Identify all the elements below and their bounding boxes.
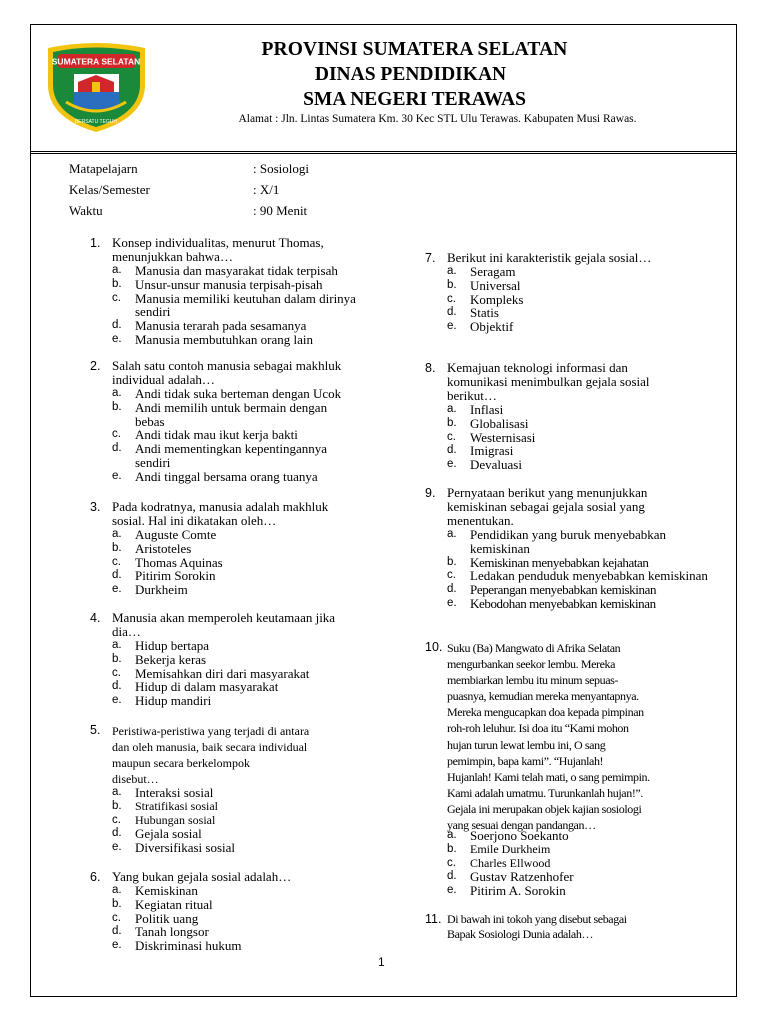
option-letter: b. xyxy=(112,799,122,812)
option-text: Charles Ellwood xyxy=(470,855,551,870)
option[interactable] xyxy=(112,653,362,667)
option-letter: b. xyxy=(112,652,122,665)
option-text: Unsur-unsur manusia terpisah-pisah xyxy=(135,276,323,292)
header-school: SMA NEGERI TERAWAS xyxy=(303,89,526,110)
option-text: Tanah longsor xyxy=(135,924,209,940)
stem-line: Pada kodratnya, manusia adalah makhluk xyxy=(112,499,329,514)
stem-line: Kemajuan teknologi informasi dan xyxy=(447,360,628,375)
option-text: Imigrasi xyxy=(470,443,514,459)
option-text: Objektif xyxy=(470,319,514,335)
option[interactable] xyxy=(112,542,362,556)
option-letter: b. xyxy=(112,541,122,554)
stem-line: Salah satu contoh manusia sebagai makhluk xyxy=(112,358,342,373)
option[interactable] xyxy=(112,428,352,442)
question-stem xyxy=(112,611,335,639)
question-stem xyxy=(447,640,650,833)
logo-text-top: SUMATERA SELATAN xyxy=(51,56,141,67)
header-address: Alamat : Jln. Lintas Sumatera Km. 30 Kec STL Ulu Terawas. Kabupaten Musi Rawas. xyxy=(238,113,637,125)
option[interactable] xyxy=(447,444,697,458)
option[interactable] xyxy=(447,528,709,556)
question-number: 4. xyxy=(90,611,101,625)
option[interactable] xyxy=(112,264,362,278)
question-number: 11. xyxy=(425,912,442,926)
info-key: Kelas/Semester xyxy=(69,182,150,197)
stem-line: Hujanlah! Kami telah mati, o sang pemimpin. xyxy=(447,769,650,784)
stem-line: dan oleh manusia, baik secara individual xyxy=(112,740,308,754)
option[interactable] xyxy=(112,319,362,333)
stem-line: sosial. Hal ini dikatakan oleh… xyxy=(112,513,277,528)
option[interactable] xyxy=(447,320,697,334)
option-letter: b. xyxy=(447,416,457,429)
option[interactable] xyxy=(112,387,352,401)
option[interactable] xyxy=(112,292,362,320)
option-letter: c. xyxy=(447,292,456,305)
question-number: 6. xyxy=(90,870,101,884)
options xyxy=(447,829,697,898)
question-number: 2. xyxy=(90,359,101,373)
option-text: Andi mementingkan kepentingannya sendiri xyxy=(135,441,328,470)
info-value: : 90 Menit xyxy=(253,203,308,218)
options xyxy=(112,528,362,597)
option[interactable] xyxy=(447,306,697,320)
option[interactable] xyxy=(112,569,362,583)
option-text: Gejala sosial xyxy=(135,826,202,842)
option-letter: a. xyxy=(112,387,122,399)
header-rule xyxy=(31,153,737,154)
option-text: Kemiskinan xyxy=(135,883,198,898)
stem-line: Mereka mengucapkan doa kepada pimpinan xyxy=(447,705,644,720)
option-letter: a. xyxy=(447,829,457,841)
options xyxy=(112,639,362,708)
stem-line: Bapak Sosiologi Dunia adalah… xyxy=(447,927,594,941)
option-letter: e. xyxy=(447,320,457,333)
option-text: Manusia memiliki keutuhan dalam dirinya sendiri xyxy=(135,290,356,320)
option[interactable] xyxy=(112,442,352,470)
stem-line: membiarkan lembu itu minum sepuas- xyxy=(447,673,619,688)
option-text: Kegiatan ritual xyxy=(135,896,213,912)
option[interactable] xyxy=(112,884,362,898)
option[interactable] xyxy=(112,912,362,926)
exam-info xyxy=(69,158,389,221)
stem-line: Peristiwa-peristiwa yang terjadi di antara xyxy=(112,724,310,738)
options xyxy=(112,786,362,855)
option-text: Gustav Ratzenhofer xyxy=(470,869,574,885)
option-text: Thomas Aquinas xyxy=(135,554,223,570)
option-letter: d. xyxy=(447,444,457,457)
option-text: Peperangan menyebabkan kemiskinan xyxy=(470,582,657,598)
option-letter: b. xyxy=(447,278,457,291)
question-stem xyxy=(112,236,324,264)
options xyxy=(112,387,352,484)
stem-line: hujan turun lewat lembu ini, O sang xyxy=(447,737,606,752)
option-text: Manusia dan masyarakat tidak terpisah xyxy=(135,263,338,278)
option-text: Durkheim xyxy=(135,582,188,598)
option-letter: c. xyxy=(447,856,456,869)
option-text: Kompleks xyxy=(470,291,524,307)
option[interactable] xyxy=(112,639,362,653)
question-stem xyxy=(112,359,341,387)
option-text: Universal xyxy=(470,277,521,293)
stem-line: disebut… xyxy=(112,772,159,786)
option-letter: d. xyxy=(112,827,122,840)
stem-line: Suku (Ba) Mangwato di Afrika Selatan xyxy=(447,641,621,655)
option[interactable] xyxy=(447,293,697,307)
option-letter: b. xyxy=(112,400,122,413)
option-text: Aristoteles xyxy=(135,540,192,556)
option-text: Kemiskinan menyebabkan kejahatan xyxy=(470,554,649,570)
option-text: Pendidikan yang buruk menyebabkan kemiskinan xyxy=(470,527,667,556)
question-stem xyxy=(447,361,650,403)
option-text: Pitirim Sorokin xyxy=(135,568,216,584)
option[interactable] xyxy=(447,403,697,417)
logo-text-bottom: BERSATU TEGUH xyxy=(74,119,118,125)
option-letter: b. xyxy=(112,277,122,290)
stem-line: komunikasi menimbulkan gejala sosial xyxy=(447,374,650,389)
option-text: Globalisasi xyxy=(470,415,529,431)
option-letter: a. xyxy=(112,639,122,651)
stem-line: individual adalah… xyxy=(112,372,215,387)
question-stem xyxy=(112,723,309,787)
option-letter: c. xyxy=(112,555,121,568)
question-stem xyxy=(447,912,627,942)
option-letter: d. xyxy=(112,569,122,582)
option-text: Manusia terarah pada sesamanya xyxy=(135,318,307,334)
option-text: Seragam xyxy=(470,264,516,279)
question-number: 9. xyxy=(425,486,436,500)
option[interactable] xyxy=(447,884,697,898)
options xyxy=(447,528,709,611)
option-letter: e. xyxy=(112,583,122,596)
option-letter: b. xyxy=(447,555,457,568)
option[interactable] xyxy=(112,786,362,800)
info-row xyxy=(69,200,389,221)
option[interactable] xyxy=(112,800,362,814)
option[interactable] xyxy=(447,597,709,611)
option-letter: c. xyxy=(447,569,456,582)
option[interactable] xyxy=(112,694,362,708)
option-letter: e. xyxy=(112,841,122,854)
page-number: 1 xyxy=(378,955,385,969)
option[interactable] xyxy=(447,458,697,472)
option-text: Devaluasi xyxy=(470,457,522,473)
stem-line: yang sesuai dengan pandangan… xyxy=(447,818,596,833)
option-letter: e. xyxy=(447,596,457,609)
stem-line: pemimpin, bapa kami”. “Hujanlah! xyxy=(447,753,604,768)
stem-line: dia… xyxy=(112,624,141,639)
question-number: 8. xyxy=(425,361,436,375)
options xyxy=(447,265,697,334)
option-text: Hidup di dalam masyarakat xyxy=(135,679,279,695)
option-text: Andi tidak suka berteman dengan Ucok xyxy=(135,386,342,401)
option-text: Diskriminasi hukum xyxy=(135,938,242,954)
stem-line: Gejala ini merupakan objek kajian sosiologi xyxy=(447,801,642,816)
option-text: Statis xyxy=(470,305,499,321)
option-text: Memisahkan diri dari masyarakat xyxy=(135,665,310,681)
option-letter: a. xyxy=(112,264,122,276)
option-text: Soerjono Soekanto xyxy=(470,828,569,843)
option-text: Manusia membutuhkan orang lain xyxy=(135,331,313,347)
option[interactable] xyxy=(112,278,362,292)
option-letter: c. xyxy=(112,813,121,826)
header-province: PROVINSI SUMATERA SELATAN xyxy=(261,39,568,60)
stem-line: kemiskinan sebagai gejala sosial yang xyxy=(447,499,645,514)
option-text: Pitirim A. Sorokin xyxy=(470,883,566,899)
option[interactable] xyxy=(447,417,697,431)
stem-line: Kami adalah umatmu. Turunkanlah hujan!”. xyxy=(447,785,643,800)
option-text: Hidup mandiri xyxy=(135,693,212,709)
option[interactable] xyxy=(112,939,362,953)
options xyxy=(112,884,362,953)
option-text: Hubungan sosial xyxy=(135,812,216,827)
option-text: Interaksi sosial xyxy=(135,785,214,800)
option[interactable] xyxy=(447,843,697,857)
option[interactable] xyxy=(112,470,352,484)
header-office: DINAS PENDIDIKAN xyxy=(314,64,507,85)
option-letter: d. xyxy=(447,306,457,319)
option[interactable] xyxy=(112,827,362,841)
option-letter: a. xyxy=(447,528,457,540)
option-letter: c. xyxy=(112,666,121,679)
option-letter: e. xyxy=(112,469,122,482)
info-row xyxy=(69,179,389,200)
option-text: Politik uang xyxy=(135,910,199,926)
stem-line: Di bawah ini tokoh yang disebut sebagai xyxy=(447,912,627,926)
stem-line: berikut… xyxy=(447,388,497,403)
option[interactable] xyxy=(112,814,362,828)
option-letter: e. xyxy=(447,458,457,471)
option-letter: e. xyxy=(112,332,122,345)
header-rule xyxy=(31,151,737,152)
options xyxy=(447,403,697,472)
option-text: Stratifikasi sosial xyxy=(135,798,218,813)
option[interactable] xyxy=(447,870,697,884)
question-stem xyxy=(447,486,647,528)
option-letter: d. xyxy=(447,870,457,883)
option-letter: a. xyxy=(112,528,122,540)
info-row xyxy=(69,158,389,179)
option-letter: a. xyxy=(112,884,122,896)
stem-line: maupun secara berkelompok xyxy=(112,756,250,770)
stem-line: Konsep individualitas, menurut Thomas, xyxy=(112,235,324,250)
option-letter: c. xyxy=(112,911,121,924)
option-letter: e. xyxy=(112,939,122,952)
stem-line: Berikut ini karakteristik gejala sosial… xyxy=(447,250,652,265)
letterhead xyxy=(172,38,697,126)
option[interactable] xyxy=(112,841,362,855)
info-value: : X/1 xyxy=(253,182,280,197)
option-letter: a. xyxy=(447,403,457,415)
question-number: 5. xyxy=(90,723,101,737)
question-number: 3. xyxy=(90,500,101,514)
option[interactable] xyxy=(447,279,697,293)
option-letter: d. xyxy=(447,583,457,596)
option[interactable] xyxy=(112,667,362,681)
option-text: Bekerja keras xyxy=(135,651,207,667)
info-key: Matapelajarn xyxy=(69,161,138,176)
option-letter: c. xyxy=(112,291,121,304)
option[interactable] xyxy=(112,401,352,429)
question-number: 1. xyxy=(90,236,101,250)
stem-line: menunjukkan bahwa… xyxy=(112,249,233,264)
option[interactable] xyxy=(447,569,709,583)
option[interactable] xyxy=(112,898,362,912)
option-letter: d. xyxy=(112,442,122,455)
option-letter: c. xyxy=(112,428,121,441)
stem-line: puasnya, kemudian mereka menyantapnya. xyxy=(447,689,639,704)
stem-line: Pernyataan berikut yang menunjukkan xyxy=(447,485,648,500)
option-text: Andi tinggal bersama orang tuanya xyxy=(135,468,318,484)
option-letter: c. xyxy=(447,430,456,443)
option-text: Diversifikasi sosial xyxy=(135,840,236,856)
option-text: Andi memilih untuk bermain dengan bebas xyxy=(135,399,328,429)
option-text: Westernisasi xyxy=(470,429,536,445)
option-letter: b. xyxy=(447,842,457,855)
stem-line: roh-roh leluhur. Isi doa itu “Kami mohon xyxy=(447,721,629,736)
option[interactable] xyxy=(447,265,697,279)
option-text: Kebodohan menyebabkan kemiskinan xyxy=(470,595,656,611)
option-text: Andi tidak mau ikut kerja bakti xyxy=(135,427,298,443)
question-number: 7. xyxy=(425,251,436,265)
stem-line: Yang bukan gejala sosial adalah… xyxy=(112,869,292,884)
stem-line: menentukan. xyxy=(447,513,514,528)
option-text: Ledakan penduduk menyebabkan kemiskinan xyxy=(470,568,708,584)
option[interactable] xyxy=(112,925,362,939)
option-letter: b. xyxy=(112,897,122,910)
option-letter: a. xyxy=(112,786,122,798)
option[interactable] xyxy=(447,583,709,597)
option-letter: d. xyxy=(112,925,122,938)
option[interactable] xyxy=(447,431,697,445)
info-key: Waktu xyxy=(69,203,103,218)
option[interactable] xyxy=(112,680,362,694)
question-stem xyxy=(112,870,291,884)
option-letter: d. xyxy=(112,319,122,332)
option[interactable] xyxy=(112,528,362,542)
option-text: Hidup bertapa xyxy=(135,638,210,653)
option-text: Auguste Comte xyxy=(135,527,217,542)
option[interactable] xyxy=(447,829,697,843)
option[interactable] xyxy=(447,857,697,871)
option-text: Emile Durkheim xyxy=(470,841,551,856)
stem-line: mengurbankan seekor lembu. Mereka xyxy=(447,657,616,672)
option[interactable] xyxy=(112,333,362,347)
option[interactable] xyxy=(447,556,709,570)
question-number: 10. xyxy=(425,640,443,654)
question-stem xyxy=(447,251,651,265)
option-letter: e. xyxy=(112,694,122,707)
option[interactable] xyxy=(112,583,362,597)
option-text: Inflasi xyxy=(470,402,504,417)
option-letter: d. xyxy=(112,680,122,693)
options xyxy=(112,264,362,347)
option[interactable] xyxy=(112,556,362,570)
question-stem xyxy=(112,500,328,528)
stem-line: Manusia akan memperoleh keutamaan jika xyxy=(112,610,336,625)
option-letter: e. xyxy=(447,884,457,897)
option-letter: a. xyxy=(447,265,457,277)
info-value: : Sosiologi xyxy=(253,161,309,176)
